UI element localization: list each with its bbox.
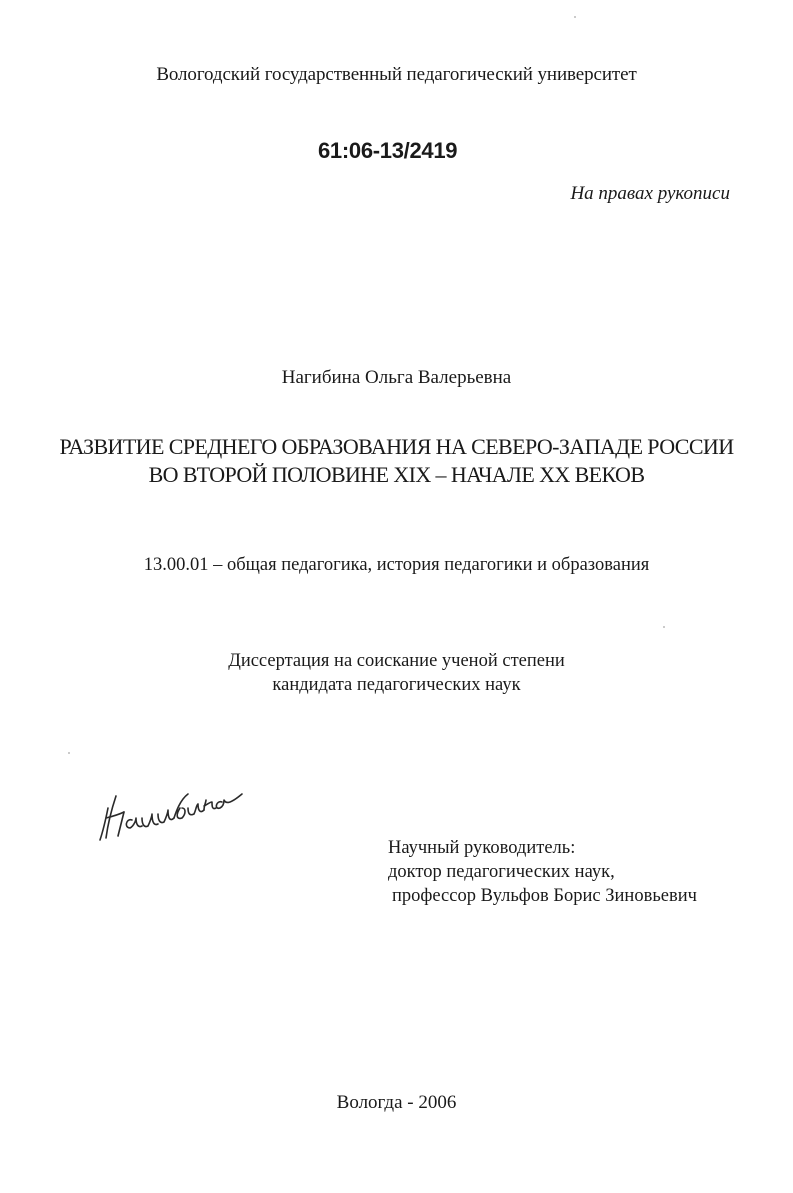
title-line-1: РАЗВИТИЕ СРЕДНЕГО ОБРАЗОВАНИЯ НА СЕВЕРО-ЗАПАДЕ РОССИИ <box>59 434 734 459</box>
supervisor-label: Научный руководитель: <box>388 838 576 858</box>
scan-speck <box>663 626 665 628</box>
supervisor-block <box>388 836 697 908</box>
dissertation-title <box>0 433 793 489</box>
degree-line-2: кандидата педагогических наук <box>272 675 521 695</box>
author-name: Нагибина Ольга Валерьевна <box>281 367 512 388</box>
title-line-2: ВО ВТОРОЙ ПОЛОВИНЕ XIX – НАЧАЛЕ XX ВЕКОВ <box>148 462 645 487</box>
university-name: Вологодский государственный педагогический университет <box>156 64 637 85</box>
degree-statement <box>0 649 793 697</box>
supervisor-degree: доктор педагогических наук, <box>388 862 615 882</box>
supervisor-name: профессор Вульфов Борис Зиновьевич <box>392 886 697 906</box>
city-year: Вологда - 2006 <box>336 1092 457 1113</box>
specialty-code: 13.00.01 – общая педагогика, история педагогики и образования <box>143 555 650 575</box>
archive-code-stamp: 61:06-13/2419 <box>318 138 458 163</box>
rights-note: На правах рукописи <box>570 183 730 204</box>
scan-speck <box>68 752 70 754</box>
handwritten-signature <box>96 768 246 848</box>
scan-speck <box>574 16 576 18</box>
degree-line-1: Диссертация на соискание ученой степени <box>228 651 565 671</box>
